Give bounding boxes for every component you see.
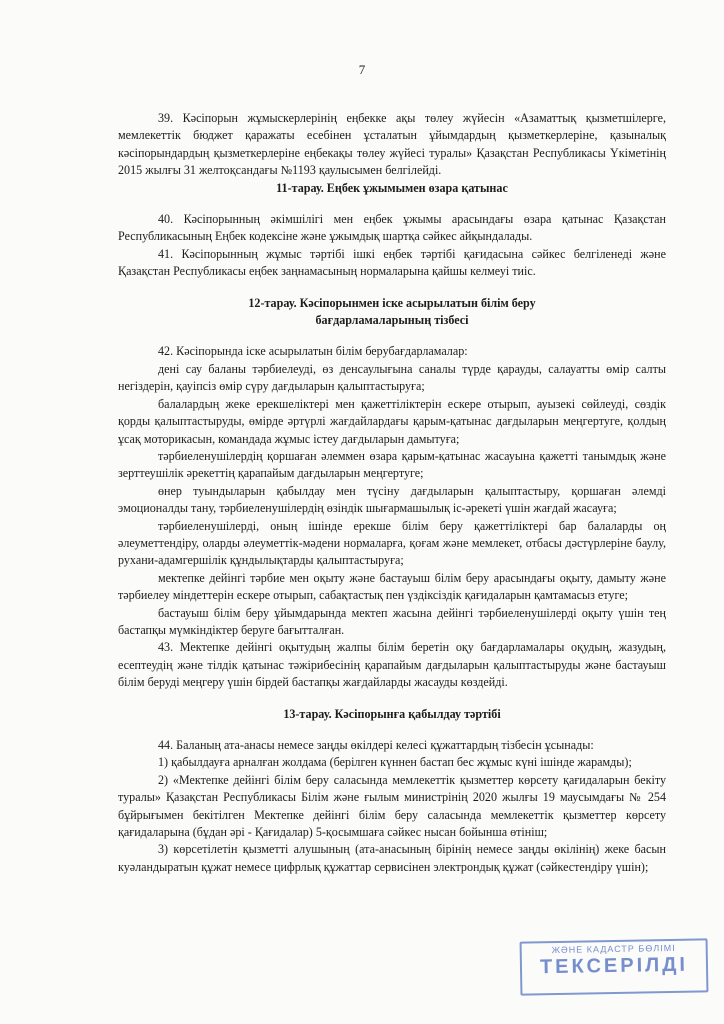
document-body bbox=[118, 110, 666, 876]
chapter-11-heading: 11-тарау. Еңбек ұжымымен өзара қатынас bbox=[276, 180, 508, 195]
stamp-line1: ЖӘНЕ КАДАСТР БӨЛІМІ bbox=[551, 942, 676, 956]
list-item: 3) көрсетілетін қызметті алушының (ата-анасының бірінің немесе заңды өкілінің) жеке басын куәландыратын құжат немесе цифрлық құжаттар сервисінен электрондық құжат (сәйкестендіру үшін); bbox=[118, 842, 666, 874]
list-item: тәрбиеленушілерді, оның ішінде ерекше білім беру қажеттіліктері бар балаларды оң әлеуметтендіру, оларды әлеуметтік-мәдени нормаларға, қоғам және мемлекет, отбасы дәстүрлеріне баулу, рухани-адамгершілік құндылықтарды қалыптастыруға; bbox=[118, 518, 666, 568]
list-item: 1) қабылдауға арналған жолдама (берілген күннен бастап бес жұмыс күні ішінде жарамды); bbox=[158, 755, 632, 770]
paragraph-39: 39. Кәсіпорын жұмыскерлерінің еңбекке ақы төлеу жүйесін «Азаматтық қызметшілерге, мемлекеттік бюджет қаражаты есебінен ұсталатын ұйымдардың қызметкерлеріне, қазыналық кәсіпорындардың қызметкерлеріне еңбекақы төлеу жүйесі туралы» Қазақстан Республикасы Үкіметінің 2015 жылғы 31 желтоқсандағы №1193 қаулысымен белгілейді. bbox=[118, 111, 666, 178]
page-number: 7 bbox=[358, 62, 366, 77]
list-item: балалардың жеке ерекшеліктері мен қажеттіліктерін ескере отырып, ауызекі сөйлеуді, сөздік қорды қалыптастыруды, өмірде әртүрлі жағдайлардағы қарым-қатынас дағдыларын меңгертуге, қолдың ұсақ моторикасын, командада жұмыс істеу дағдыларын дамытуға; bbox=[118, 396, 666, 446]
paragraph-41: 41. Кәсіпорынның жұмыс тәртібі ішкі еңбек тәртібі қағидасына сәйкес белгіленеді және Қазақстан Республикасы еңбек заңнамасының нормаларына қайшы келмеуі тиіс. bbox=[118, 246, 666, 279]
chapter-12-heading-line2: бағдарламаларының тізбесі bbox=[315, 313, 469, 328]
paragraph-40: 40. Кәсіпорынның әкімшілігі мен еңбек ұжымы арасындағы өзара қатынас Қазақстан Республикасының Еңбек кодексіне және ұжымдық шартқа сәйкес айқындалады. bbox=[118, 212, 666, 244]
list-item: бастауыш білім беру ұйымдарында мектеп жасына дейінгі тәрбиеленушілерді оқыту үшін тең бастапқы мүмкіндіктер беруге бағытталған. bbox=[118, 605, 666, 637]
list-item: дені сау баланы тәрбиелеуді, өз денсаулығына саналы түрде қарауды, салауатты өмір салты негіздерін, қауіпсіз өмір сүру дағдыларын қалыптастыруға; bbox=[118, 361, 666, 394]
paragraph-44: 44. Баланың ата-анасы немесе заңды өкілдері келесі құжаттардың тізбесін ұсынады: bbox=[158, 738, 594, 752]
list-item: өнер туындыларын қабылдау мен түсіну дағдыларын қалыптастыру, қоршаған әлемді эмоционалды тану, тәрбиеленушілердің өзіндік шығармашылық іс-әрекеті үшін жағдай жасауға; bbox=[118, 483, 666, 516]
paragraph-43: 43. Мектепке дейінгі оқытудың жалпы білім беретін оқу бағдарламалары оқудың, жазудың, есептеудің және тілдік қатынас тәжірибесінің қарапайым дағдыларын қалыптастыруды және бастауыш білім беруді меңгеру үшін бірдей бастапқы жағдайларды жасауды көздейді. bbox=[118, 640, 666, 690]
list-item: мектепке дейінгі тәрбие мен оқыту және бастауыш білім беру арасындағы оқыту, дамыту және тәрбиелеу міндеттерін ескере отырып, сабақтастық пен үздіксіздік қағидаларын қамтамасыз етуге; bbox=[118, 570, 666, 603]
chapter-12-heading-line1: 12-тарау. Кәсіпорынмен іске асырылатын білім беру bbox=[248, 295, 536, 310]
chapter-13-heading: 13-тарау. Кәсіпорынға қабылдау тәртібі bbox=[283, 706, 501, 721]
list-item: тәрбиеленушілердің қоршаған әлеммен өзара қарым-қатынас жасауына қажетті танымдық және зерттеушілік әрекеттің қарапайым дағдыларын меңгертуге; bbox=[118, 448, 666, 481]
list-item: 2) «Мектепке дейінгі білім беру саласында мемлекеттік қызметтер көрсету қағидаларын бекіту туралы» Қазақстан Республикасы Білім және ғылым министрінің 2020 жылғы 19 маусымдағы № 254 бұйрығымен бекітілген Мектепке дейінгі білім беру саласында мемлекеттік қызметтер көрсету қағидаларына (бұдан әрі - Қағидалар) 5-қосымшаға сәйкес нысан бойынша өтініш; bbox=[118, 772, 666, 840]
verification-stamp bbox=[520, 938, 709, 995]
chapter-12-heading bbox=[118, 295, 666, 330]
paragraph-42: 42. Кәсіпорында іске асырылатын білім берубағдарламалар: bbox=[158, 344, 468, 359]
stamp-line2: ТЕКСЕРІЛДІ bbox=[539, 953, 689, 979]
